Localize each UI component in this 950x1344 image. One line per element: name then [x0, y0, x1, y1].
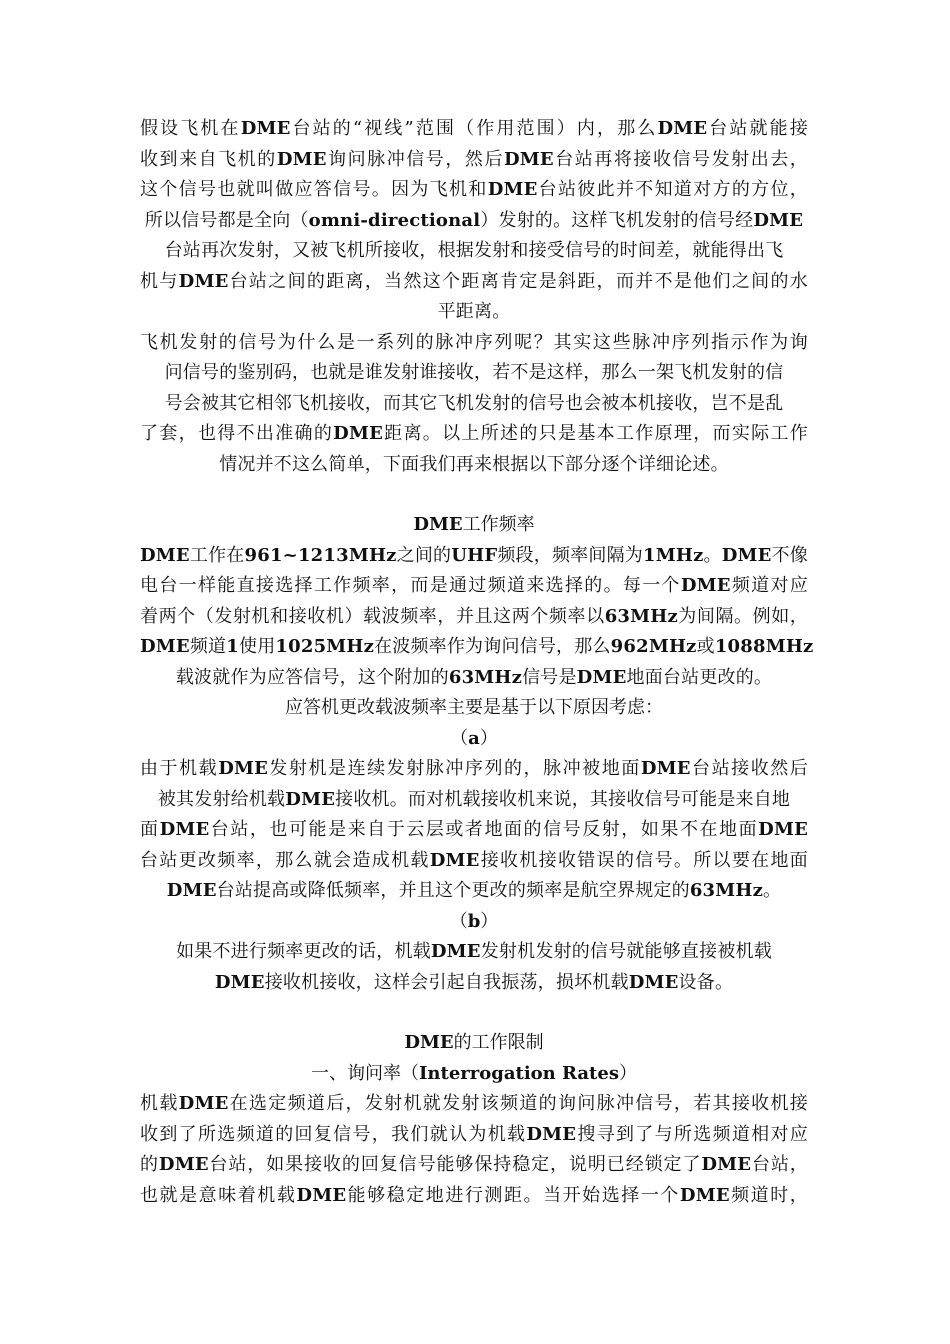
text-line: DME接收机接收，这样会引起自我振荡，损坏机载DME设备。 [214, 971, 734, 993]
text-line: 机载DME在选定频道后，发射机就发射该频道的询问脉冲信号，若其接收机接 [140, 1093, 808, 1114]
text-line: 也就是意味着机载DME能够稳定地进行测距。当开始选择一个DME频道时， [140, 1184, 808, 1206]
text-line: DME台站提高或降低频率，并且这个更改的频率是航空界规定的63MHz。 [166, 880, 782, 901]
text-line: 着两个（发射机和接收机）载波频率，并且这两个频率以63MHz为间隔。例如， [140, 605, 809, 627]
paragraph-interrogation [140, 1089, 808, 1211]
text-line: 飞机发射的信号为什么是一系列的脉冲序列呢？其实这些脉冲序列指示作为询 [140, 331, 808, 353]
paragraph-reason-a [140, 754, 808, 907]
text-line: 收到来自飞机的DME询问脉冲信号，然后DME台站再将接收信号发射出去， [140, 148, 808, 170]
text-line: 由于机载DME发射机是连续发射脉冲序列的，脉冲被地面DME台站接收然后 [140, 758, 808, 779]
text-line: 面DME台站，也可能是来自于云层或者地面的信号反射，如果不在地面DME [140, 819, 808, 840]
paragraph-frequency [140, 541, 814, 694]
text-line: 所以信号都是全向（omni-directional）发射的。这样飞机发射的信号经DME [144, 209, 804, 231]
paragraph-reasons-intro: 应答机更改载波频率主要是基于以下原因考虑： [285, 697, 663, 718]
text-line: 了套，也得不出准确的DME距离。以上所述的只是基本工作原理，而实际工作 [140, 423, 808, 444]
text-line: 载波就作为应答信号，这个附加的63MHz信号是DME地面台站更改的。 [175, 666, 773, 688]
paragraph-pulse-sequence [140, 328, 808, 481]
text-line: 收到了所选频道的回复信号，我们就认为机载DME搜寻到了与所选频道相对应 [140, 1123, 809, 1145]
document-page [140, 114, 814, 1211]
text-line: 机与DME台站之间的距离，当然这个距离肯定是斜距，而并不是他们之间的水 [140, 270, 808, 292]
text-line: 平距离。 [437, 301, 511, 322]
label-a: （a） [450, 727, 498, 749]
text-line: 情况并不这么简单，下面我们再来根据以下部分逐个详细论述。 [219, 453, 729, 475]
text-line: 被其发射给机载DME接收机。而对机载接收机来说，其接收信号可能是来自地 [157, 788, 791, 810]
section-heading-frequency: DME工作频率 [413, 514, 535, 535]
text-line: DME频道1使用1025MHz在波频率作为询问信号，那么962MHz或1088MHz [140, 636, 814, 657]
subheading-interrogation-rates: 一、询问率（Interrogation Rates） [311, 1062, 637, 1084]
paragraph-principle [140, 114, 808, 328]
text-line: 如果不进行频率更改的话，机载DME发射机发射的信号就能够直接被机载 [176, 941, 772, 962]
spacer [140, 998, 808, 1028]
paragraph-reason-b [140, 937, 808, 998]
text-line: 这个信号也就叫做应答信号。因为飞机和DME台站彼此并不知道对方的方位， [140, 179, 808, 200]
text-line: 的DME台站，如果接收的回复信号能够保持稳定，说明已经锁定了DME台站， [140, 1154, 808, 1175]
text-line: 台站更改频率，那么就会造成机载DME接收机接收错误的信号。所以要在地面 [140, 849, 808, 871]
text-line: 假设飞机在DME台站的“视线”范围（作用范围）内，那么DME台站就能接 [140, 118, 809, 139]
text-line: 号会被其它相邻飞机接收，而其它飞机发射的信号也会被本机接收，岂不是乱 [164, 392, 784, 414]
text-line: 问信号的鉴别码，也就是谁发射谁接收，若不是这样，那么一架飞机发射的信 [164, 362, 784, 383]
text-line: 电台一样能直接选择工作频率，而是通过频道来选择的。每一个DME频道对应 [140, 575, 808, 596]
text-line: DME工作在961~1213MHz之间的UHF频段，频率间隔为1MHz。DME不像 [140, 544, 808, 566]
text-line: 台站再次发射，又被飞机所接收，根据发射和接受信号的时间差，就能得出飞 [164, 240, 784, 261]
spacer [140, 480, 808, 510]
section-heading-limits: DME的工作限制 [404, 1032, 544, 1053]
label-b: （b） [449, 910, 499, 932]
